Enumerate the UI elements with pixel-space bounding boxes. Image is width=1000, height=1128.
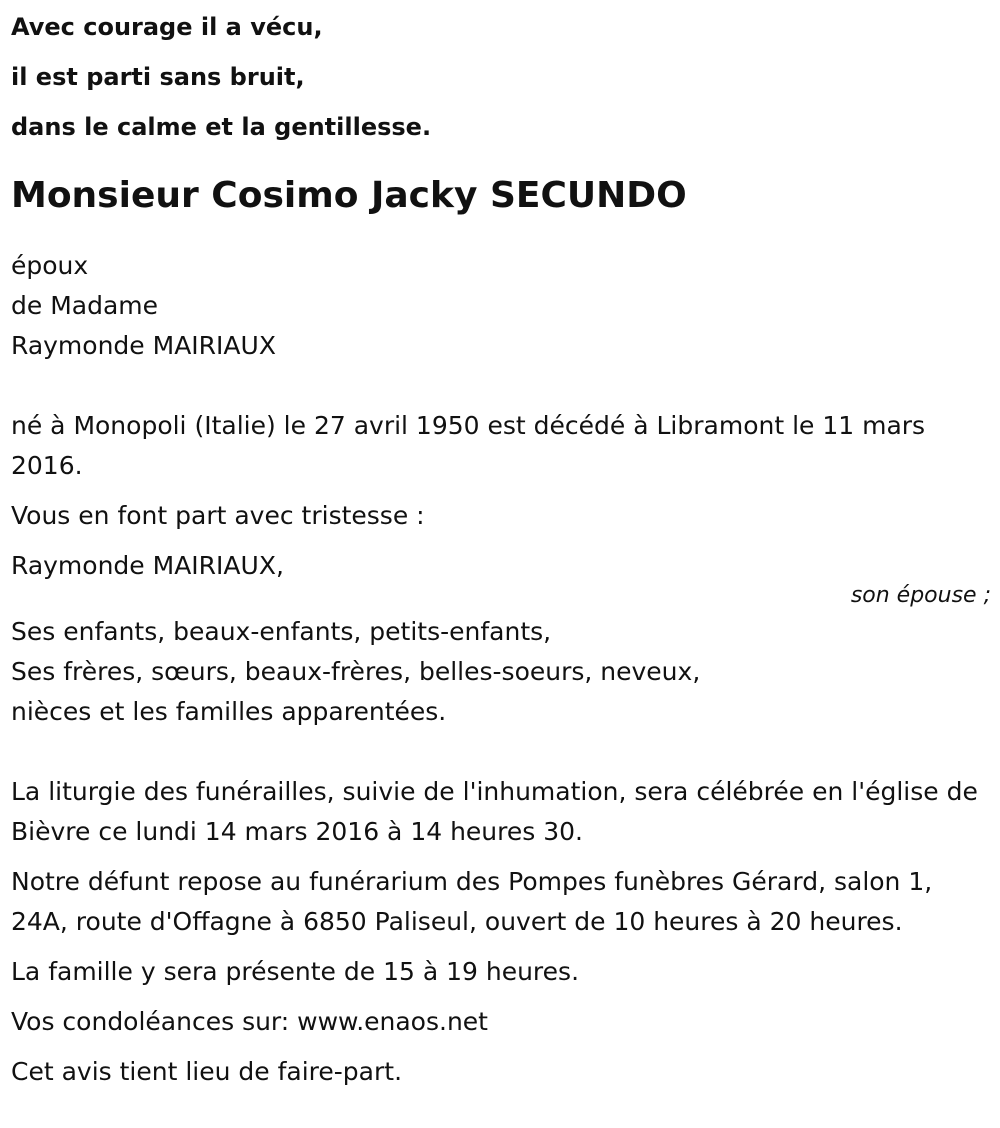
spouse-info [11, 246, 991, 366]
poem [11, 2, 991, 152]
notice-text: Cet avis tient lieu de faire-part. [11, 1057, 403, 1086]
family-first-name: Raymonde MAIRIAUX, [11, 551, 284, 580]
birth-death-text: né à Monopoli (Italie) le 27 avril 1950 est décédé à Libramont le 11 mars 2016. [11, 411, 926, 480]
poem-line: dans le calme et la gentillesse. [11, 113, 432, 141]
spouse-line: époux [11, 251, 89, 280]
poem-line: il est parti sans bruit, [11, 63, 305, 91]
spouse-line: Raymonde MAIRIAUX [11, 331, 276, 360]
liturgy-text: La liturgie des funérailles, suivie de l'inhumation, sera célébrée en l'église de Bièvre ce lundi 14 mars 2016 à 14 heures 30. [11, 777, 978, 846]
obituary-notice [11, 0, 991, 1092]
funeral-home-text: Notre défunt repose au funérarium des Pompes funèbres Gérard, salon 1, 24A, route d'Offagne à 6850 Paliseul, ouvert de 10 heures à 20 heures. [11, 867, 933, 936]
family-first-role: son épouse ; [850, 583, 991, 608]
family-line: Ses enfants, beaux-enfants, petits-enfants, [11, 617, 552, 646]
poem-line: Avec courage il a vécu, [11, 13, 323, 41]
spouse-line: de Madame [11, 291, 159, 320]
condolences-text: Vos condoléances sur: www.enaos.net [11, 1007, 488, 1036]
deceased-name: Monsieur Cosimo Jacky SECUNDO [11, 175, 687, 216]
announcement-text: Vous en font part avec tristesse : [11, 501, 425, 530]
family-presence-text: La famille y sera présente de 15 à 19 heures. [11, 957, 580, 986]
family-line: nièces et les familles apparentées. [11, 697, 447, 726]
family-line: Ses frères, sœurs, beaux-frères, belles-soeurs, neveux, [11, 657, 701, 686]
family-list [11, 612, 991, 732]
